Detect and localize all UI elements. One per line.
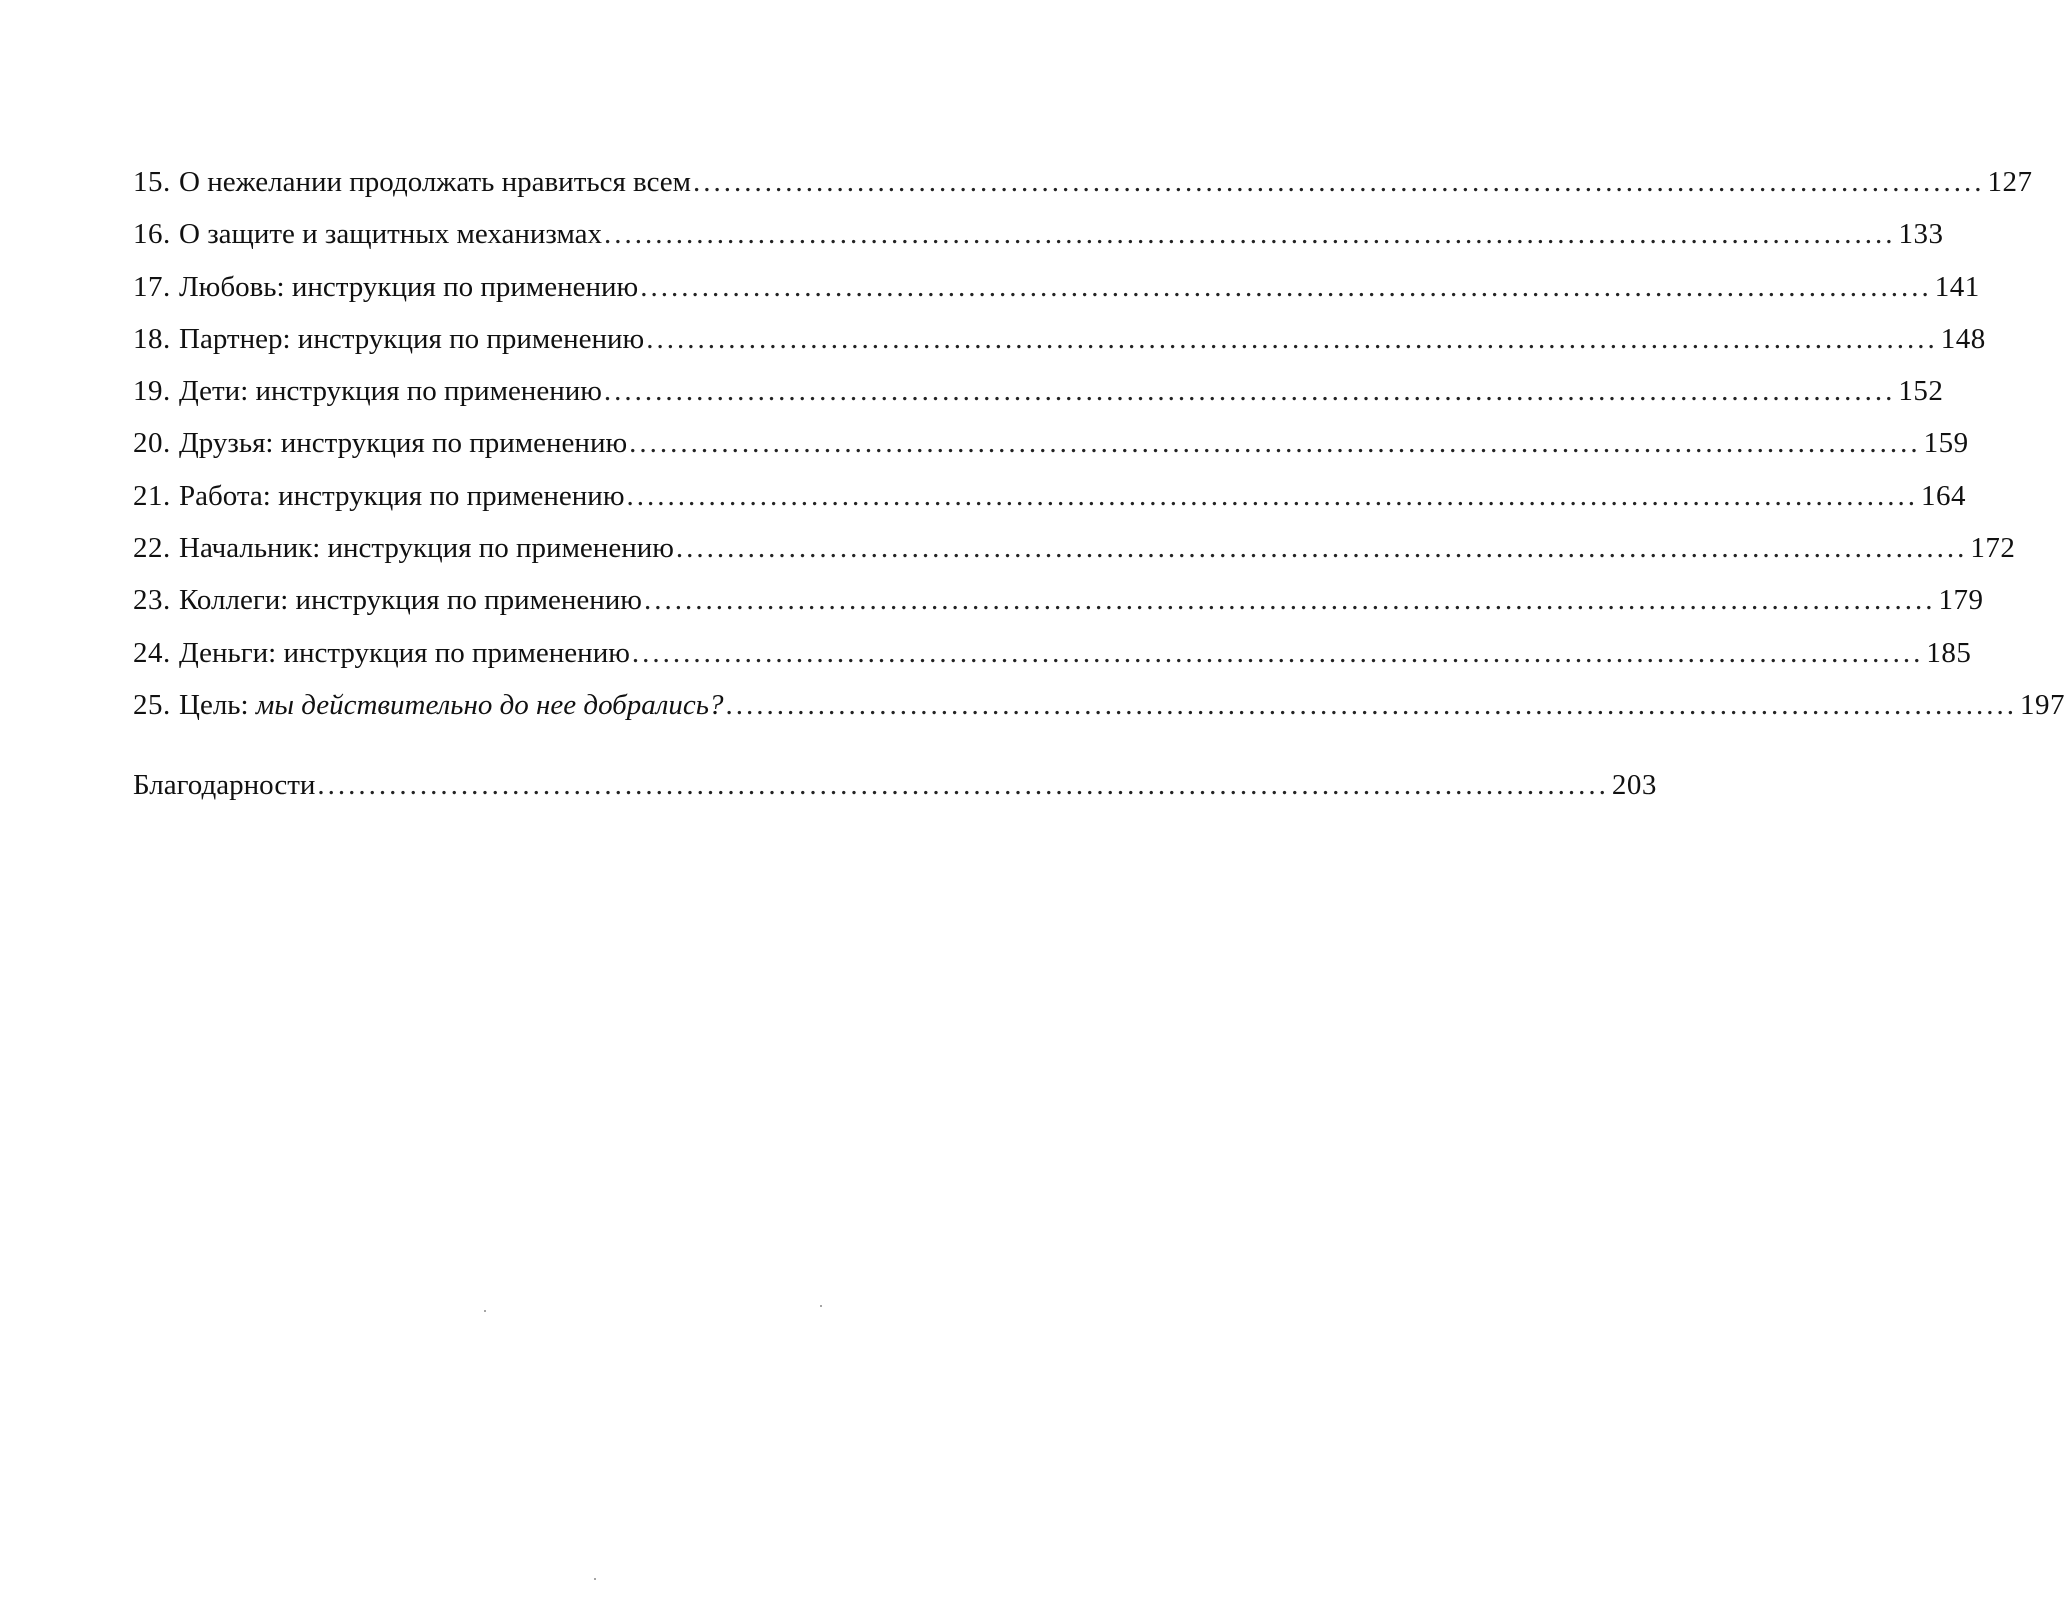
toc-entry-number: 21.	[133, 479, 171, 512]
toc-entry-title	[179, 208, 602, 260]
toc-entry-number: 15.	[133, 166, 171, 198]
toc-entry-15[interactable]	[133, 156, 2033, 208]
toc-entry-title-text: Друзья: инструкция по применению	[179, 427, 628, 460]
toc-leader-dots	[626, 470, 1918, 522]
toc-entry-title	[179, 627, 630, 679]
scan-speck	[820, 1305, 822, 1307]
toc-entry-title	[179, 313, 644, 365]
scan-speck	[484, 1310, 486, 1312]
toc-entry-number: 23.	[133, 584, 171, 617]
toc-entry-23[interactable]	[133, 574, 1984, 626]
toc-entry-page: 164	[1920, 479, 1966, 512]
toc-entry-acknowledgments[interactable]	[133, 759, 1657, 811]
toc-entry-20[interactable]	[133, 417, 1969, 469]
toc-entry-title	[179, 679, 723, 731]
toc-leader-dots	[604, 208, 1896, 260]
toc-entry-page: 141	[1934, 270, 1980, 303]
toc-leader-dots	[644, 574, 1936, 626]
toc-leader-dots	[604, 365, 1896, 417]
toc-entry-18[interactable]	[133, 313, 1986, 365]
toc-entry-page: 159	[1923, 427, 1969, 460]
toc-entry-title-italic: мы действительно до нее добрались?	[255, 688, 724, 721]
toc-entry-number: 22.	[133, 532, 171, 565]
table-of-contents	[133, 156, 2065, 812]
scan-speck	[594, 1578, 596, 1580]
toc-entry-page: 127	[1987, 166, 2033, 198]
toc-leader-dots	[632, 627, 1924, 679]
toc-entry-16[interactable]	[133, 208, 1944, 260]
toc-entry-number: 25.	[133, 688, 171, 721]
toc-leader-dots	[725, 679, 2017, 731]
toc-entry-title-text: Цель:	[179, 688, 256, 721]
toc-section-gap	[133, 731, 897, 759]
toc-entry-25[interactable]	[133, 679, 2065, 731]
toc-entry-title	[179, 261, 638, 313]
toc-entry-24[interactable]	[133, 627, 1972, 679]
toc-entry-number: 19.	[133, 375, 171, 408]
toc-entry-title	[179, 156, 691, 208]
toc-entry-title	[179, 522, 674, 574]
toc-entry-title-text: Любовь: инструкция по применению	[179, 270, 639, 303]
toc-entry-21[interactable]	[133, 470, 1966, 522]
toc-entry-page: 172	[1970, 532, 2016, 565]
toc-entry-number: 17.	[133, 270, 171, 303]
toc-entry-title-text: О защите и защитных механизмах	[179, 218, 602, 251]
toc-entry-page: 152	[1898, 375, 1944, 408]
toc-entry-19[interactable]	[133, 365, 1944, 417]
toc-entry-number: 20.	[133, 427, 171, 460]
toc-entry-page: 203	[1611, 769, 1657, 802]
toc-leader-dots	[640, 261, 1932, 313]
toc-entry-title-text: Партнер: инструкция по применению	[179, 322, 645, 355]
toc-entry-page: 133	[1898, 218, 1944, 251]
toc-entry-title: Благодарности	[133, 769, 316, 802]
toc-entry-title-text: О нежелании продолжать нравиться всем	[179, 166, 692, 198]
toc-leader-dots	[646, 313, 1938, 365]
toc-entry-title	[179, 470, 624, 522]
toc-entry-number: 24.	[133, 636, 171, 669]
toc-entry-title-text: Начальник: инструкция по применению	[179, 532, 674, 565]
toc-entry-title-text: Работа: инструкция по применению	[179, 479, 625, 512]
toc-entry-title-text: Деньги: инструкция по применению	[179, 636, 630, 669]
toc-entry-page: 197	[2019, 688, 2065, 721]
toc-entry-title	[179, 417, 627, 469]
toc-entry-title	[179, 365, 602, 417]
toc-entry-title-text: Дети: инструкция по применению	[179, 375, 602, 408]
toc-entry-title	[179, 574, 642, 626]
toc-leader-dots	[676, 522, 1968, 574]
toc-entry-17[interactable]	[133, 261, 1980, 313]
toc-leader-dots	[693, 156, 1985, 208]
toc-entry-page: 148	[1940, 322, 1986, 355]
toc-leader-dots	[629, 417, 1921, 469]
toc-entry-number: 16.	[133, 218, 171, 251]
toc-entry-22[interactable]	[133, 522, 2016, 574]
toc-entry-page: 185	[1926, 636, 1972, 669]
toc-leader-dots	[317, 759, 1609, 811]
toc-entry-page: 179	[1938, 584, 1984, 617]
toc-entry-number: 18.	[133, 322, 171, 355]
toc-entry-title-text: Коллеги: инструкция по применению	[179, 584, 642, 617]
